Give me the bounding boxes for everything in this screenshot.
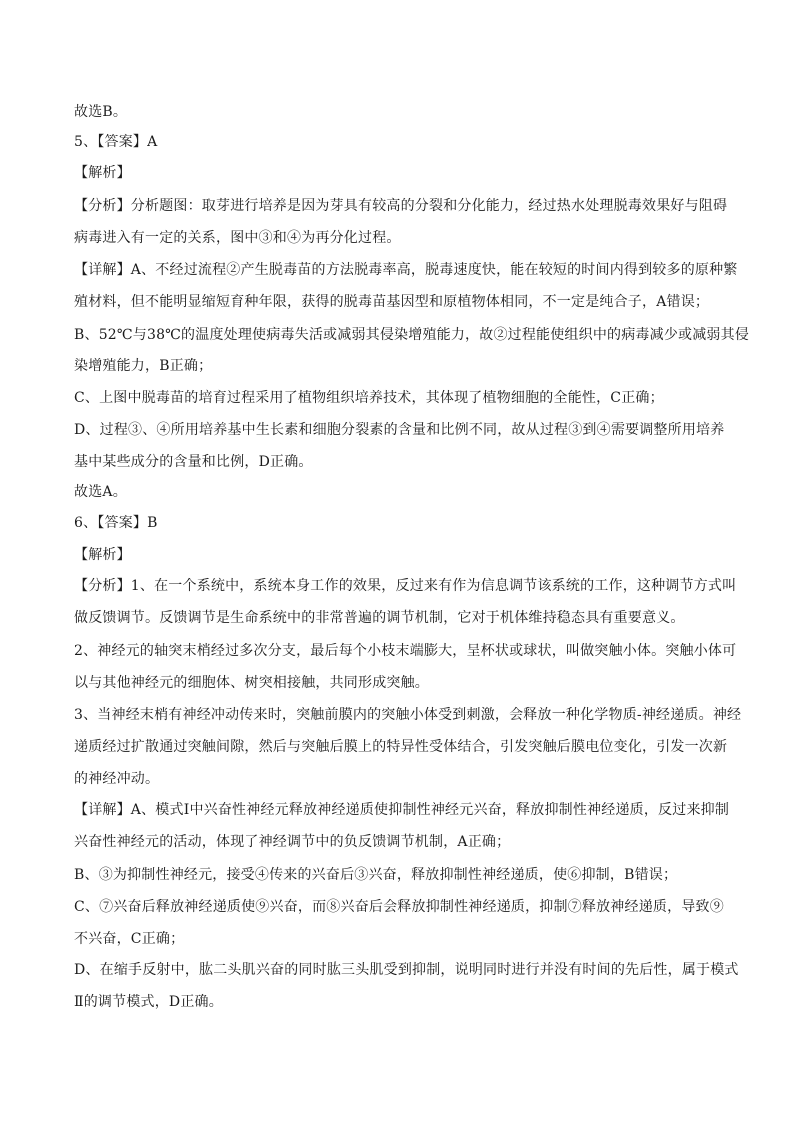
answer-line: 5、【答案】A — [74, 134, 158, 150]
text-line: 【分析】1、在一个系统中，系统本身工作的效果，反过来有作为信息调节该系统的工作，这种调节方式叫 — [74, 578, 737, 594]
text-line: 以与其他神经元的细胞体、树突相接触，共同形成突触。 — [74, 675, 429, 691]
text-line: 【详解】A、不经过流程②产生脱毒苗的方法脱毒率高，脱毒速度快，能在较短的时间内得到较多的原种繁 — [74, 262, 738, 278]
text-line: 殖材料，但不能明显缩短育种年限，获得的脱毒苗基因型和原植物体相同，不一定是纯合子，A错误； — [74, 294, 710, 310]
text-line: Ⅱ的调节模式，D正确。 — [74, 994, 223, 1010]
text-line: 【分析】分析题图：取芽进行培养是因为芽具有较高的分裂和分化能力，经过热水处理脱毒效果好与阻碍 — [74, 198, 728, 214]
text-line: 基中某些成分的含量和比例，D正确。 — [74, 454, 313, 470]
text-line: 做反馈调节。反馈调节是生命系统中的非常普遍的调节机制，它对于机体维持稳态具有重要意义。 — [74, 610, 685, 626]
text-line: D、在缩手反射中，肱二头肌兴奋的同时肱三头肌受到抑制，说明同时进行并没有时间的先后性，属于模式 — [74, 962, 739, 978]
text-line: 【详解】A、模式Ⅰ中兴奋性神经元释放神经递质使抑制性神经元兴奋，释放抑制性神经递质，反过来抑制 — [74, 802, 730, 818]
text-line: 递质经过扩散通过突触间隙，然后与突触后膜上的特异性受体结合，引发突触后膜电位变化，引发一次新 — [74, 739, 728, 755]
text-line: 2、神经元的轴突末梢经过多次分支，最后每个小枝末端膨大，呈杯状或球状，叫做突触小体。突触小体可 — [74, 643, 737, 659]
analysis-heading: 【解析】 — [74, 165, 131, 181]
text-line: 的神经冲动。 — [74, 771, 160, 787]
text-line: 故选B。 — [74, 104, 128, 120]
text-line: 不兴奋，C正确； — [74, 931, 185, 947]
text-line: C、⑦兴奋后释放神经递质使⑨兴奋，而⑧兴奋后会释放抑制性神经递质，抑制⑦释放神经递质，导致⑨ — [74, 899, 724, 915]
text-line: 兴奋性神经元的活动，体现了神经调节中的负反馈调节机制，A正确； — [74, 834, 511, 850]
text-line: B、③为抑制性神经元，接受④传来的兴奋后③兴奋，释放抑制性神经递质，使⑥抑制，B错误； — [74, 867, 678, 883]
text-line: D、过程③、④所用培养基中生长素和细胞分裂素的含量和比例不同，故从过程③到④需要调整所用培养 — [74, 422, 725, 438]
analysis-heading: 【解析】 — [74, 547, 131, 563]
text-line: C、上图中脱毒苗的培育过程采用了植物组织培养技术，其体现了植物细胞的全能性，C正确； — [74, 390, 664, 406]
answer-line: 6、【答案】B — [74, 515, 158, 531]
text-line: B、52℃与38℃的温度处理使病毒失活或减弱其侵染增殖能力，故②过程能使组织中的病毒减少或减弱其侵 — [74, 327, 750, 343]
text-line: 3、当神经末梢有神经冲动传来时，突触前膜内的突触小体受到刺激，会释放一种化学物质-神经递质。神经 — [74, 707, 742, 723]
text-line: 染增殖能力，B正确； — [74, 358, 213, 374]
text-line: 故选A。 — [74, 484, 127, 500]
text-line: 病毒进入有一定的关系，图中③和④为再分化过程。 — [74, 230, 401, 246]
